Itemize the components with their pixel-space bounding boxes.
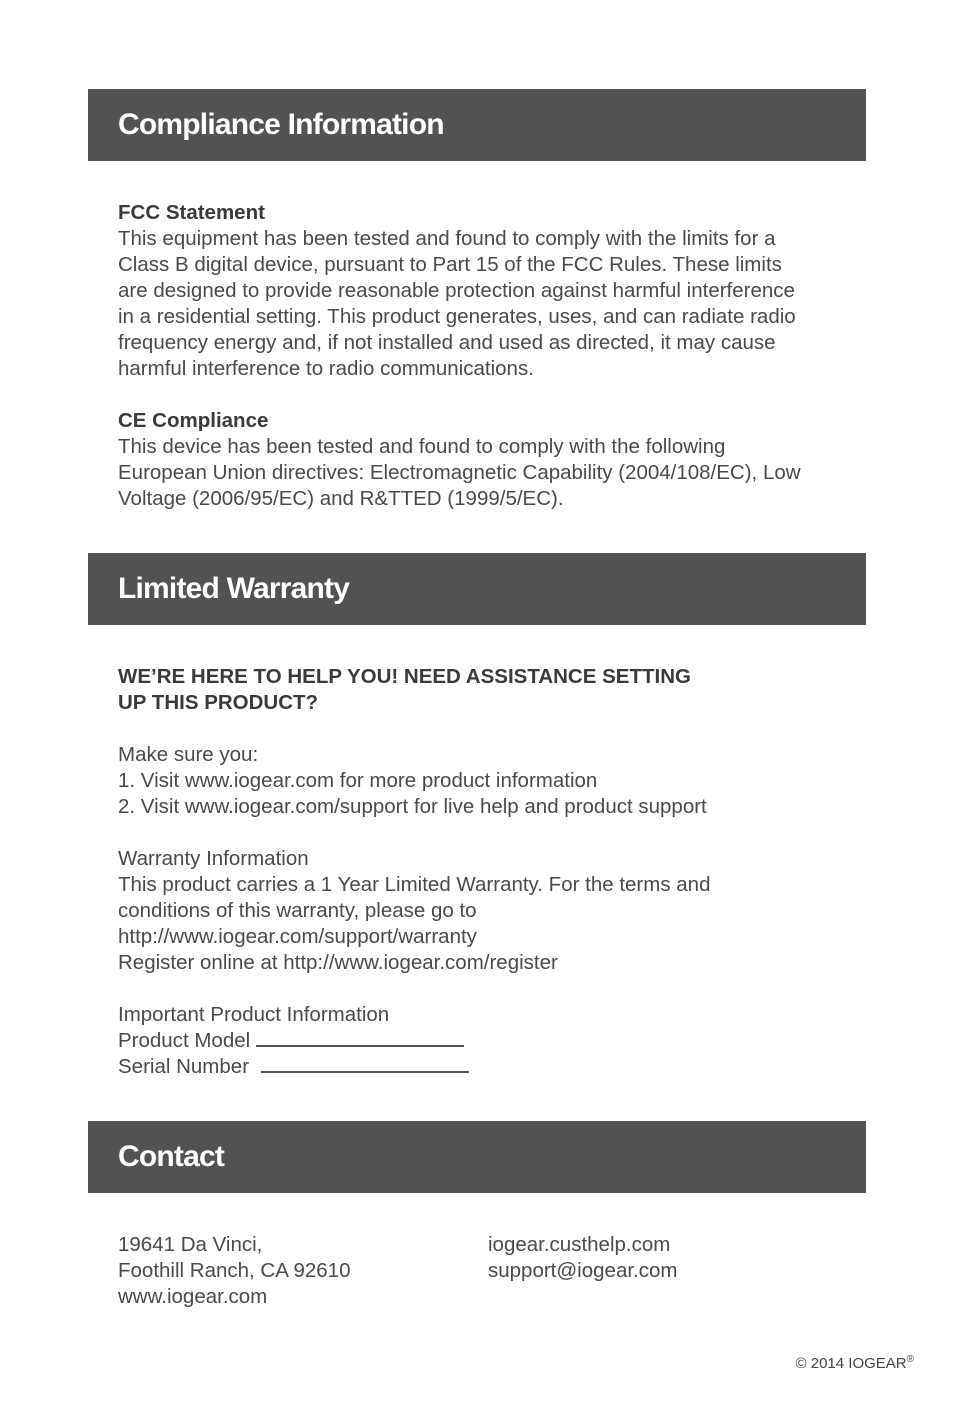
- help-line: WE’RE HERE TO HELP YOU! NEED ASSISTANCE SETTING: [118, 665, 691, 688]
- compliance-header: [88, 89, 866, 161]
- warranty-header: [88, 553, 866, 625]
- registered-mark: ®: [906, 1354, 914, 1365]
- serial-number-blank: [261, 1070, 469, 1073]
- fcc-line: are designed to provide reasonable protection against harmful interference: [118, 279, 795, 302]
- warranty-info-line: This product carries a 1 Year Limited Warranty. For the terms and: [118, 873, 711, 896]
- support-email-link[interactable]: support@iogear.com: [488, 1259, 678, 1282]
- warranty-title: Limited Warranty: [118, 572, 350, 605]
- contact-online: [488, 1232, 677, 1284]
- ce-heading: CE Compliance: [118, 409, 269, 432]
- make-sure-text: Make sure you:: [118, 743, 259, 766]
- step-item: 2. Visit www.iogear.com/support for live help and product support: [118, 795, 707, 818]
- help-line: UP THIS PRODUCT?: [118, 691, 319, 714]
- fcc-line: in a residential setting. This product generates, uses, and can radiate radio: [118, 305, 796, 328]
- product-model-label: Product Model: [118, 1029, 251, 1052]
- step-item: 1. Visit www.iogear.com for more product information: [118, 769, 598, 792]
- compliance-body: [118, 200, 801, 512]
- ce-line: European Union directives: Electromagnetic Capability (2004/108/EC), Low: [118, 461, 801, 484]
- warranty-body: [118, 664, 710, 1080]
- website-link[interactable]: www.iogear.com: [118, 1285, 268, 1308]
- ce-line: This device has been tested and found to comply with the following: [118, 435, 726, 458]
- fcc-line: harmful interference to radio communications.: [118, 357, 534, 380]
- fcc-line: frequency energy and, if not installed and used as directed, it may cause: [118, 331, 776, 354]
- contact-title: Contact: [118, 1140, 225, 1173]
- product-info-heading: Important Product Information: [118, 1003, 390, 1026]
- product-model-field: [118, 1028, 710, 1054]
- product-model-blank: [256, 1044, 464, 1047]
- fcc-line: Class B digital device, pursuant to Part 15 of the FCC Rules. These limits: [118, 253, 782, 276]
- serial-number-field: [118, 1054, 710, 1080]
- ce-line: Voltage (2006/95/EC) and R&TTED (1999/5/EC).: [118, 487, 564, 510]
- address-line: Foothill Ranch, CA 92610: [118, 1259, 351, 1282]
- fcc-line: This equipment has been tested and found to comply with the limits for a: [118, 227, 776, 250]
- custhelp-link[interactable]: iogear.custhelp.com: [488, 1233, 671, 1256]
- copyright: [796, 1354, 914, 1372]
- address-line: 19641 Da Vinci,: [118, 1233, 263, 1256]
- copyright-text: © 2014 IOGEAR: [795, 1355, 907, 1372]
- serial-number-label: Serial Number: [118, 1055, 250, 1078]
- contact-address: [118, 1232, 350, 1310]
- compliance-title: Compliance Information: [118, 108, 444, 141]
- warranty-info-heading: Warranty Information: [118, 847, 309, 870]
- contact-header: [88, 1121, 866, 1193]
- warranty-info-line: conditions of this warranty, please go to: [118, 899, 477, 922]
- register-line[interactable]: Register online at http://www.iogear.com/register: [118, 951, 558, 974]
- fcc-heading: FCC Statement: [118, 201, 265, 224]
- warranty-url[interactable]: http://www.iogear.com/support/warranty: [118, 925, 477, 948]
